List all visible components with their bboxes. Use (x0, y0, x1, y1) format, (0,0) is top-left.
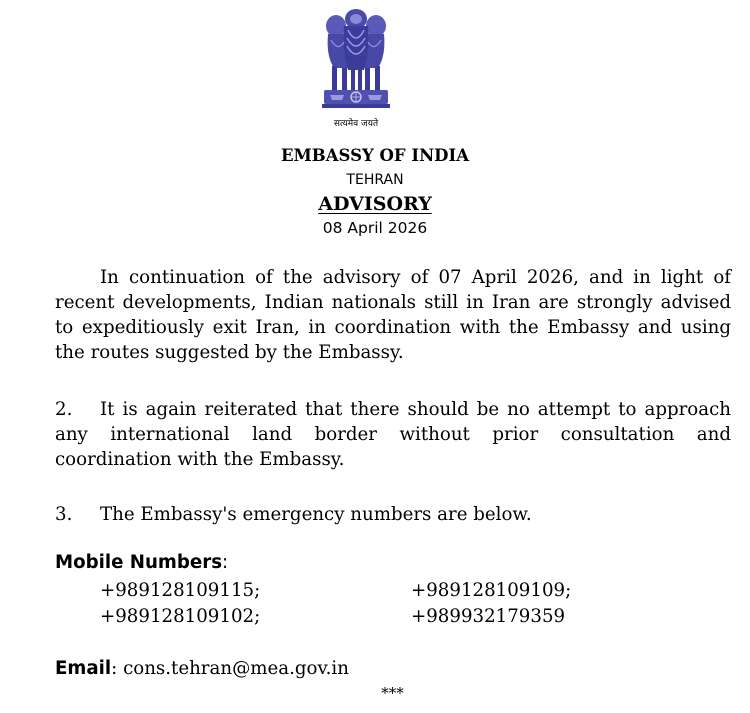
paragraph-2-line-2: any international land border without prior consultation and (55, 424, 731, 445)
email-address[interactable]: cons.tehran@mea.gov.in (123, 658, 349, 679)
paragraph-2 (55, 397, 731, 472)
paragraph-3-number: 3. (55, 504, 73, 525)
paragraph-3-text: The Embassy's emergency numbers are below. (100, 504, 532, 525)
advisory-heading-text: ADVISORY (318, 193, 432, 215)
city-name: TEHRAN (346, 172, 404, 188)
embassy-title: EMBASSY OF INDIA (280, 146, 470, 165)
phone-number-1[interactable]: +989128109115; (100, 580, 261, 601)
state-emblem-icon (318, 6, 394, 130)
paragraph-1-line-4: the routes suggested by the Embassy. (55, 342, 404, 363)
paragraph-1-line-2: recent developments, Indian nationals still in Iran are strongly advised (55, 292, 731, 313)
paragraph-1-line-1 (55, 265, 731, 290)
paragraph-2-number: 2. (55, 399, 73, 420)
advisory-heading (0, 193, 750, 215)
advisory-date: 08 April 2026 (322, 219, 428, 237)
phone-number-4[interactable]: +989932179359 (411, 606, 566, 627)
phone-number-3[interactable]: +989128109102; (100, 606, 261, 627)
paragraph-1-line-1-text: In continuation of the advisory of 07 April 2026, and in light of (100, 267, 731, 288)
mobile-numbers-heading (55, 552, 228, 573)
paragraph-1 (55, 265, 731, 365)
paragraph-3-line (55, 502, 731, 527)
email-line (55, 658, 349, 679)
email-colon: : (111, 658, 118, 679)
paragraph-2-line-1-text: It is again reiterated that there should be no attempt to approach (100, 399, 731, 420)
paragraph-2-line-3: coordination with the Embassy. (55, 449, 345, 470)
mobile-numbers-label: Mobile Numbers (55, 552, 223, 573)
mobile-numbers-colon: : (222, 552, 229, 573)
end-mark: *** (381, 684, 404, 702)
paragraph-1-line-3: to expeditiously exit Iran, in coordination with the Embassy and using (55, 317, 731, 338)
phone-number-2[interactable]: +989128109109; (411, 580, 572, 601)
emblem-motto: सत्यमेव जयते (333, 119, 379, 129)
paragraph-3 (55, 502, 731, 527)
email-label: Email (55, 658, 112, 679)
paragraph-2-line-1 (55, 397, 731, 422)
